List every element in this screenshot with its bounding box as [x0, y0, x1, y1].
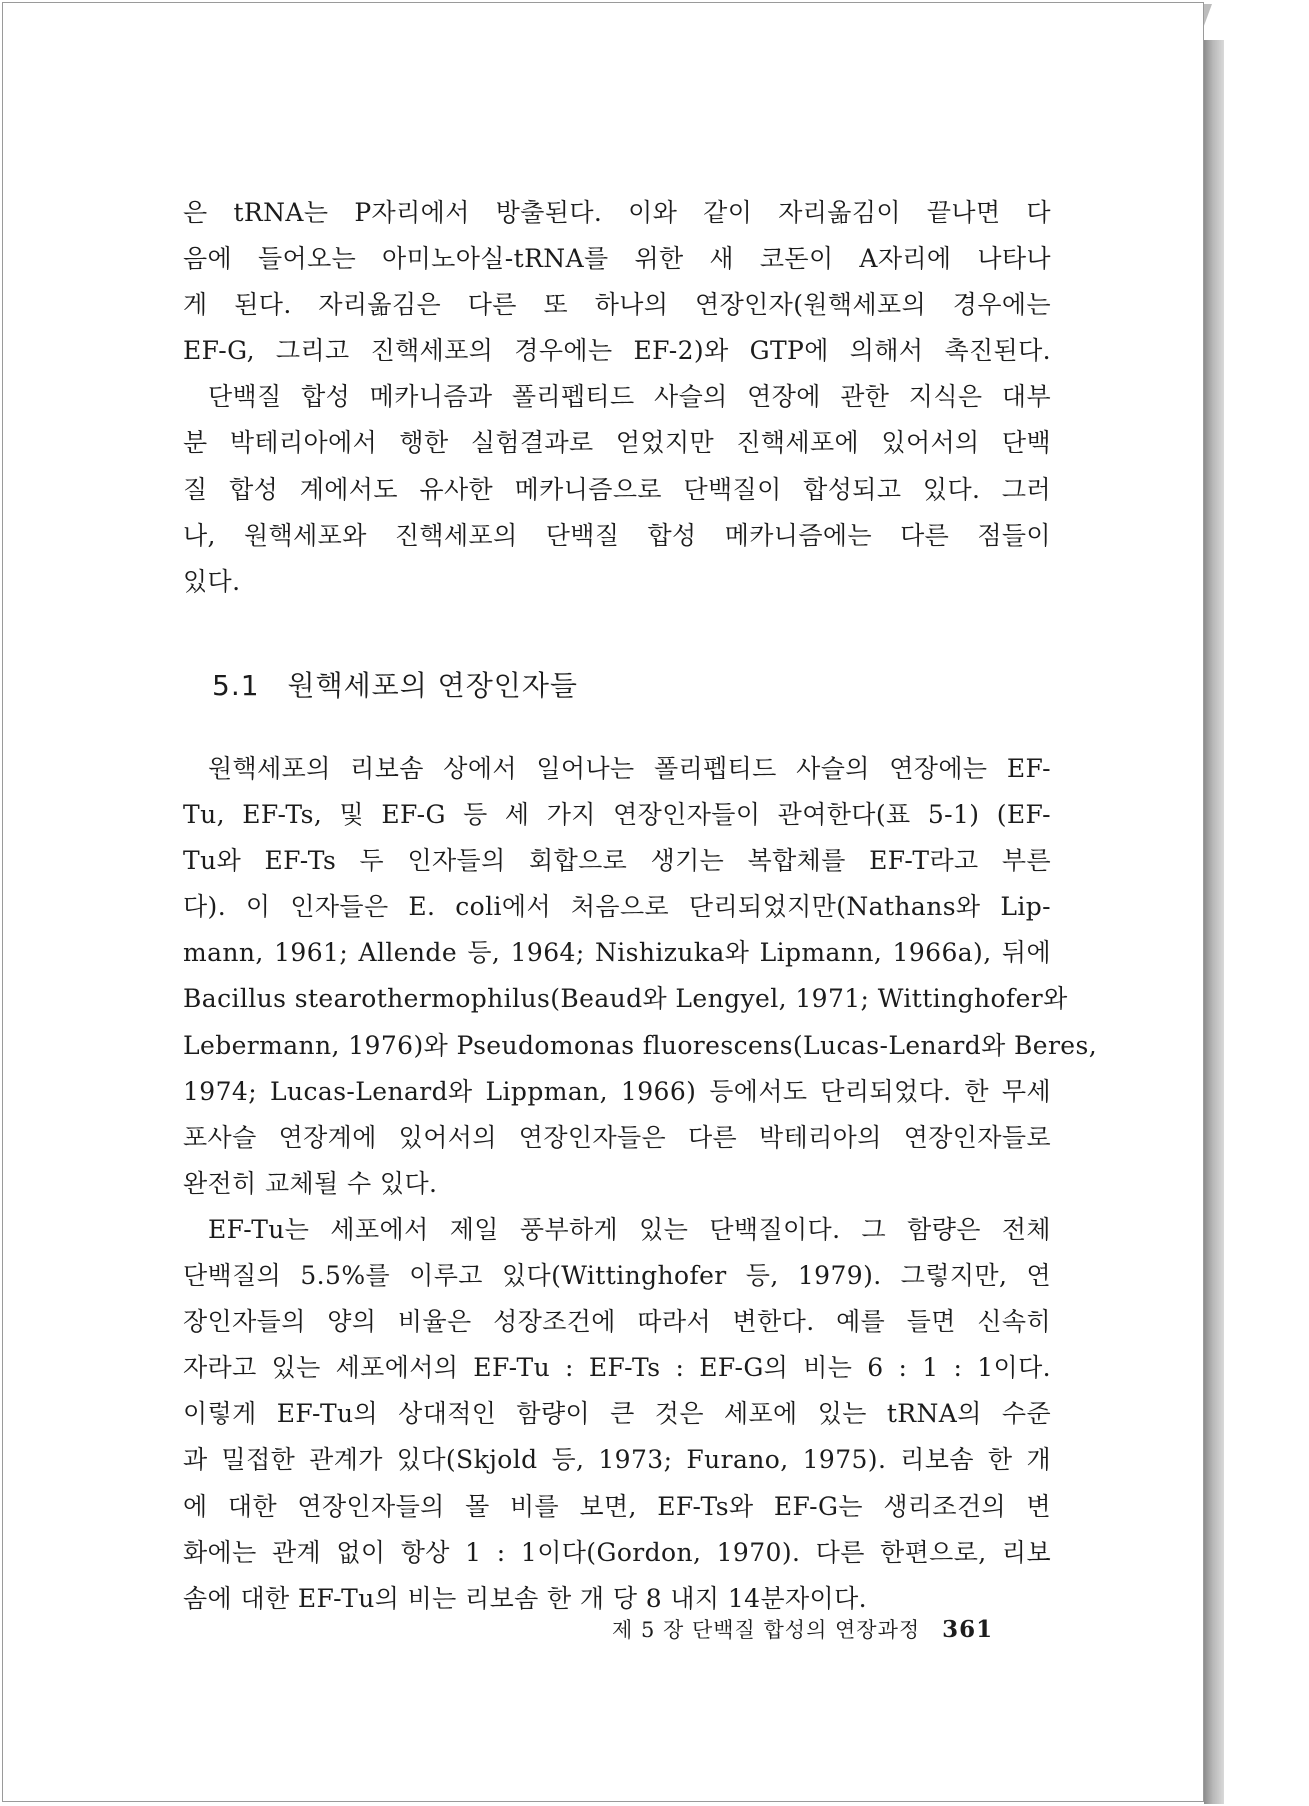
text-line: 이렇게 EF-Tu의 상대적인 함량이 큰 것은 세포에 있는 tRNA의 수준	[183, 1399, 1051, 1429]
text-line: 있다.	[183, 566, 241, 596]
text-line: 분 박테리아에서 행한 실험결과로 얻었지만 진핵세포에 있어서의 단백	[183, 428, 1051, 458]
elongation-factors-paragraph	[183, 746, 1098, 1207]
text-line: EF-Tu는 세포에서 제일 풍부하게 있는 단백질이다. 그 함량은 전체	[208, 1214, 1051, 1244]
text-line: Bacillus stearothermophilus(Beaud와 Lengyel, 1971; Wittinghofer와	[183, 984, 1068, 1014]
text-line: mann, 1961; Allende 등, 1964; Nishizuka와 Lipmann, 1966a), 뒤에	[183, 938, 1051, 968]
ef-tu-paragraph	[183, 1207, 1051, 1622]
text-line: 완전히 교체될 수 있다.	[183, 1168, 438, 1198]
text-line: 나, 원핵세포와 진핵세포의 단백질 합성 메카니즘에는 다른 점들이	[183, 520, 1051, 550]
text-line: 1974; Lucas-Lenard와 Lippman, 1966) 등에서도 단리되었다. 한 무세	[183, 1076, 1051, 1106]
text-line: 원핵세포의 리보솜 상에서 일어나는 폴리펩티드 사슬의 연장에는 EF-	[208, 754, 1051, 783]
text-line: 다). 이 인자들은 E. coli에서 처음으로 단리되었지만(Nathans와 Lip-	[183, 892, 1051, 922]
upper-text-block	[183, 190, 1051, 605]
page-number: 361	[942, 1616, 994, 1643]
text-line: 질 합성 계에서도 유사한 메카니즘으로 단백질이 합성되고 있다. 그러	[183, 474, 1051, 504]
intro-paragraph	[183, 190, 1051, 374]
section-title: 원핵세포의 연장인자들	[287, 669, 578, 702]
chapter-title: 제 5 장 단백질 합성의 연장과정	[612, 1618, 921, 1642]
text-line: Tu, EF-Ts, 및 EF-G 등 세 가지 연장인자들이 관여한다(표 5-1) (EF-	[183, 800, 1051, 830]
text-line: 장인자들의 양의 비율은 성장조건에 따라서 변한다. 예를 들면 신속히	[183, 1307, 1051, 1337]
page-edge-shadow	[1204, 40, 1224, 1804]
mechanism-paragraph	[183, 374, 1051, 604]
section-heading	[212, 664, 578, 704]
text-line: 포사슬 연장계에 있어서의 연장인자들은 다른 박테리아의 연장인자들로	[183, 1122, 1051, 1152]
text-line: 과 밀접한 관계가 있다(Skjold 등, 1973; Furano, 1975). 리보솜 한 개	[183, 1445, 1051, 1475]
text-line: Lebermann, 1976)와 Pseudomonas fluorescens(Lucas-Lenard와 Beres,	[183, 1030, 1098, 1060]
text-line: 게 된다. 자리옮김은 다른 또 하나의 연장인자(원핵세포의 경우에는	[183, 290, 1051, 320]
text-line: 음에 들어오는 아미노아실-tRNA를 위한 새 코돈이 A자리에 나타나	[183, 244, 1051, 274]
text-line: 자라고 있는 세포에서의 EF-Tu : EF-Ts : EF-G의 비는 6 : 1 : 1이다.	[183, 1353, 1051, 1383]
section-number: 5.1	[212, 669, 260, 702]
text-line: 에 대한 연장인자들의 몰 비를 보면, EF-Ts와 EF-G는 생리조건의 변	[183, 1491, 1051, 1521]
lower-text-block	[183, 746, 1098, 1622]
text-line: 단백질 합성 메카니즘과 폴리펩티드 사슬의 연장에 관한 지식은 대부	[208, 382, 1051, 412]
text-line: 단백질의 5.5%를 이루고 있다(Wittinghofer 등, 1979). 그렇지만, 연	[183, 1261, 1051, 1291]
running-footer	[612, 1614, 993, 1644]
text-line: 화에는 관계 없이 항상 1 : 1이다(Gordon, 1970). 다른 한편으로, 리보	[183, 1537, 1051, 1567]
text-line: 은 tRNA는 P자리에서 방출된다. 이와 같이 자리옮김이 끝나면 다	[183, 198, 1051, 227]
text-line: EF-G, 그리고 진핵세포의 경우에는 EF-2)와 GTP에 의해서 촉진된다.	[183, 336, 1051, 366]
text-line: 솜에 대한 EF-Tu의 비는 리보솜 한 개 당 8 내지 14분자이다.	[183, 1583, 867, 1613]
text-line: Tu와 EF-Ts 두 인자들의 회합으로 생기는 복합체를 EF-T라고 부른	[183, 846, 1051, 876]
